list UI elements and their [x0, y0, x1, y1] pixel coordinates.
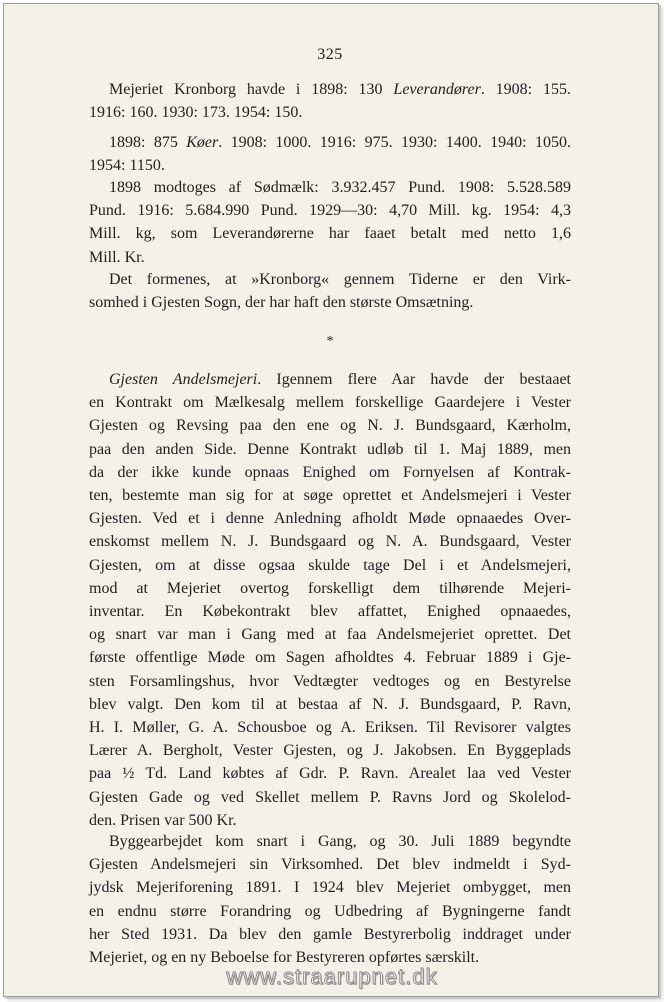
text-line: Gjesten Andelsmejeri sin Virksomhed. Det blev indmeldt i Syd- — [89, 856, 571, 874]
text-line: mod at Mejeriet overtog forskelligt dem tilhørende Mejeri- — [89, 579, 571, 597]
text-line: 1916: 160. 1930: 173. 1954: 150. — [89, 104, 303, 122]
text-line: somhed i Gjesten Sogn, der har haft den største Omsætning. — [89, 294, 474, 312]
text-line: blev valgt. Den kom til at bestaa af N. J. Bundsgaard, P. Ravn, — [89, 695, 571, 713]
text-line: Mill. kg, som Leverandørerne har faaet betalt med netto 1,6 — [89, 225, 571, 243]
text-line: enskomst mellem N. J. Bundsgaard og N. A. Bundsgaard, Vester — [89, 533, 571, 551]
text-line: 1898 modtoges af Sødmælk: 3.932.457 Pund. 1908: 5.528.589 — [109, 179, 571, 196]
text-line: Gjesten, om at disse ogsaa skulde tage Del i et Andelsmejeri, — [89, 556, 571, 574]
page-number: 325 — [317, 46, 343, 63]
paragraph-suppliers — [89, 78, 571, 124]
text-line: sten Forsamlingshus, hvor Vedtægter vedtoges og en Bestyrelse — [89, 672, 571, 690]
text-line: jydsk Mejeriforening 1891. I 1924 blev Mejeriet ombygget, men — [89, 879, 571, 897]
text-line: den. Prisen var 500 Kr. — [89, 811, 237, 829]
text-line: Gjesten Gade og ved Skellet mellem P. Ravns Jord og Skolelod- — [89, 788, 571, 806]
paragraph-milk — [89, 176, 571, 269]
text-line: Pund. 1916: 5.684.990 Pund. 1929—30: 4,70 Mill. kg. 1954: 4,3 — [89, 202, 571, 220]
text-line: H. I. Møller, G. A. Schousboe og A. Eriksen. Til Revisorer valgtes — [89, 719, 571, 737]
text-line: inventar. En Købekontrakt blev affattet, Enighed opnaaedes, — [89, 603, 571, 621]
text-line: første offentlige Møde om Sagen afholdtes 4. Februar 1889 i Gje- — [89, 649, 571, 667]
text-line: Mejeriet Kronborg havde i 1898: 130 Leverandører. 1908: 155. — [109, 81, 571, 98]
text-line: paa den anden Side. Denne Kontrakt udløb til 1. Maj 1889, men — [89, 440, 571, 458]
text-line: ten, bestemte man sig for at søge oprettet et Andelsmejeri i Vester — [89, 487, 571, 505]
text-line: Gjesten. Ved et i denne Anledning afholdt Møde opnaaedes Over- — [89, 510, 571, 528]
paragraph-construction — [89, 830, 571, 969]
text-line: og snart var man i Gang med at faa Andelsmejeriet oprettet. Det — [89, 626, 571, 644]
paragraph-cows — [89, 131, 571, 177]
text-line: 1954: 1150. — [89, 157, 165, 175]
text-line: paa ½ Td. Land købtes af Gdr. P. Ravn. Arealet laa ved Vester — [89, 765, 571, 783]
text-line: en endnu større Forandring og Udbedring af Bygningerne fandt — [89, 902, 571, 920]
text-line: en Kontrakt om Mælkesalg mellem forskellige Gaardejere i Vester — [89, 394, 571, 412]
text-line: Gjesten og Revsing paa den ene og N. J. Bundsgaard, Kærholm, — [89, 417, 571, 435]
text-line: Gjesten Andelsmejeri. Igennem flere Aar havde der bestaaet — [109, 371, 571, 388]
section-separator: * — [326, 334, 334, 349]
text-line: 1898: 875 Køer. 1908: 1000. 1916: 975. 1930: 1400. 1940: 1050. — [109, 134, 571, 151]
text-line: Byggearbejdet kom snart i Gang, og 30. Juli 1889 begyndte — [109, 833, 571, 850]
text-line: Det formenes, at »Kronborg« gennem Tiderne er den Virk- — [109, 271, 571, 288]
page-frame — [3, 3, 659, 997]
website-watermark: www.straarupnet.dk — [226, 964, 438, 989]
text-line: da der ikke kunde opnaas Enighed om Fornyelsen af Kontrak- — [89, 463, 571, 481]
text-line: Mejeriet, og en ny Beboelse for Bestyreren opførtes særskilt. — [89, 949, 480, 967]
paragraph-turnover — [89, 268, 571, 314]
text-line: Mill. Kr. — [89, 248, 145, 266]
paragraph-gjesten-andelsmejeri — [89, 368, 571, 832]
text-line: her Sted 1931. Da blev den gamle Bestyrerbolig inddraget under — [89, 925, 571, 943]
text-line: Lærer A. Bergholt, Vester Gjesten, og J. Jakobsen. En Byggeplads — [89, 742, 571, 760]
